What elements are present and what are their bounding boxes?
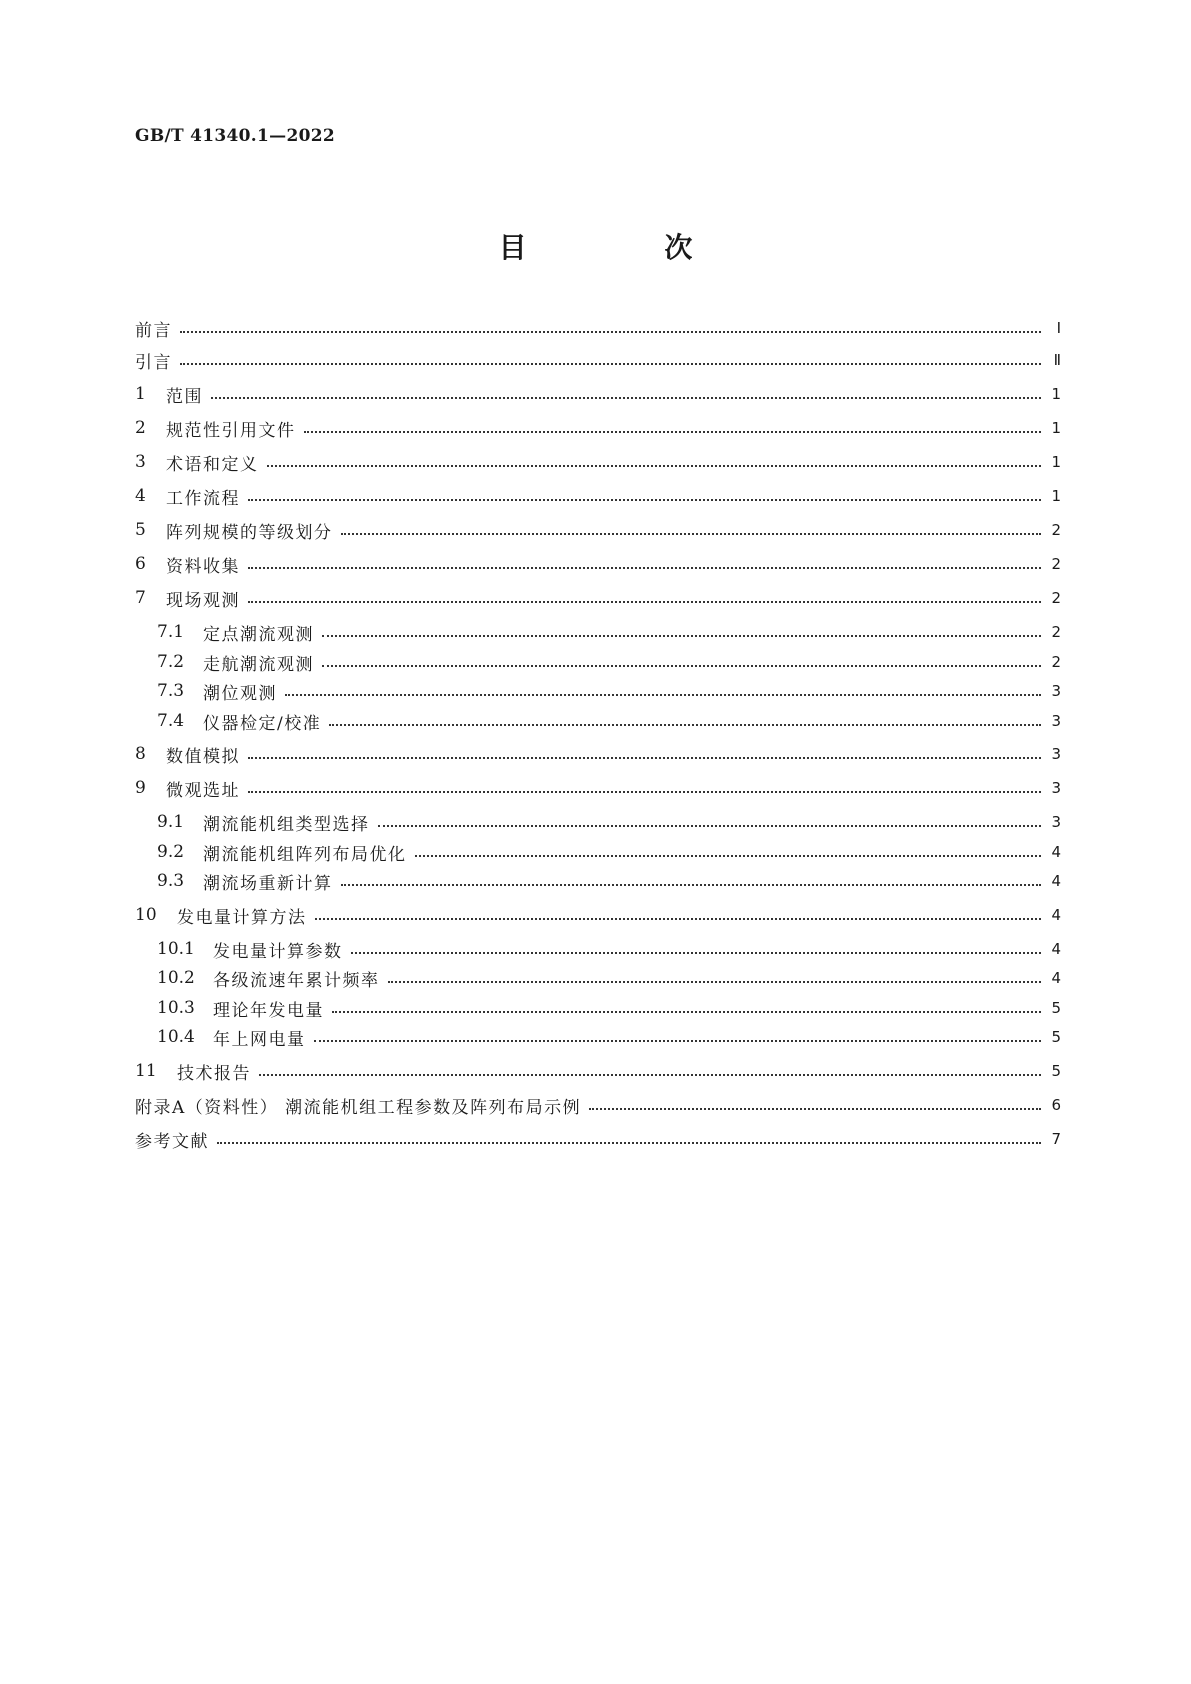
toc-entry-page: 3 bbox=[1051, 712, 1061, 730]
toc-entry-7-1[interactable] bbox=[157, 620, 1061, 644]
toc-entry-page: 1 bbox=[1051, 419, 1061, 437]
toc-entry-9-1[interactable] bbox=[157, 810, 1061, 834]
toc-entry-4[interactable] bbox=[135, 484, 1061, 508]
toc-entry-label: 微观选址 bbox=[166, 780, 240, 801]
toc-entry-label: 阵列规模的等级划分 bbox=[166, 522, 333, 543]
toc-entry-6[interactable] bbox=[135, 552, 1061, 576]
toc-entry-bibliography[interactable] bbox=[135, 1127, 1061, 1151]
toc-entry-annex-a[interactable] bbox=[135, 1093, 1061, 1117]
toc-entry-label: 发电量计算方法 bbox=[177, 907, 307, 928]
toc-entry-number: 7.3 bbox=[157, 681, 185, 701]
toc-entry-page: 5 bbox=[1051, 999, 1061, 1017]
toc-leader-dots bbox=[329, 724, 1041, 726]
toc-entry-page: 4 bbox=[1051, 940, 1061, 958]
toc-leader-dots bbox=[248, 791, 1041, 793]
toc-entry-1[interactable] bbox=[135, 382, 1061, 406]
toc-entry-7[interactable] bbox=[135, 586, 1061, 610]
toc-leader-dots bbox=[332, 1011, 1041, 1013]
toc-entry-page: 2 bbox=[1051, 589, 1061, 607]
toc-entry-label: 附录A（资料性） 潮流能机组工程参数及阵列布局示例 bbox=[135, 1097, 582, 1118]
toc-entry-label: 工作流程 bbox=[166, 488, 240, 509]
toc-leader-dots bbox=[415, 855, 1042, 857]
toc-entry-9[interactable] bbox=[135, 776, 1061, 800]
toc-entry-label: 前言 bbox=[135, 320, 172, 341]
toc-entry-page: 5 bbox=[1051, 1028, 1061, 1046]
toc-entry-label: 潮流能机组阵列布局优化 bbox=[203, 844, 407, 865]
toc-entry-9-2[interactable] bbox=[157, 840, 1061, 864]
toc-entry-page: 5 bbox=[1051, 1062, 1061, 1080]
toc-entry-label: 仪器检定/校准 bbox=[203, 713, 322, 734]
toc-entry-9-3[interactable] bbox=[157, 869, 1061, 893]
toc-entry-10-3[interactable] bbox=[157, 996, 1061, 1020]
toc-entry-label: 引言 bbox=[135, 352, 172, 373]
toc-entry-label: 规范性引用文件 bbox=[166, 420, 296, 441]
toc-entry-number: 10.3 bbox=[157, 998, 195, 1018]
toc-entry-label: 范围 bbox=[166, 386, 203, 407]
toc-leader-dots bbox=[322, 665, 1041, 667]
toc-entry-2[interactable] bbox=[135, 416, 1061, 440]
toc-leader-dots bbox=[304, 431, 1042, 433]
toc-entry-5[interactable] bbox=[135, 518, 1061, 542]
toc-entry-10[interactable] bbox=[135, 903, 1061, 927]
toc-entry-introduction[interactable] bbox=[135, 348, 1061, 372]
toc-entry-7-3[interactable] bbox=[157, 679, 1061, 703]
toc-entry-label: 年上网电量 bbox=[213, 1029, 306, 1050]
toc-entry-3[interactable] bbox=[135, 450, 1061, 474]
toc-entry-8[interactable] bbox=[135, 742, 1061, 766]
toc-leader-dots bbox=[341, 533, 1042, 535]
toc-entry-page: 3 bbox=[1051, 779, 1061, 797]
toc-leader-dots bbox=[180, 363, 1041, 365]
toc-entry-label: 资料收集 bbox=[166, 556, 240, 577]
toc-entry-page: 1 bbox=[1051, 385, 1061, 403]
toc-entry-label: 发电量计算参数 bbox=[213, 941, 343, 962]
standard-code: GB/T 41340.1—2022 bbox=[135, 126, 335, 146]
toc-entry-number: 7 bbox=[135, 588, 146, 608]
toc-entry-label: 定点潮流观测 bbox=[203, 624, 314, 645]
toc-entry-page: 6 bbox=[1051, 1096, 1061, 1114]
toc-title: 目 次 bbox=[498, 231, 757, 264]
toc-entry-label: 潮流能机组类型选择 bbox=[203, 814, 370, 835]
toc-entry-number: 5 bbox=[135, 520, 146, 540]
toc-entry-label: 术语和定义 bbox=[166, 454, 259, 475]
toc-entry-label: 数值模拟 bbox=[166, 746, 240, 767]
toc-leader-dots bbox=[248, 499, 1041, 501]
toc-entry-number: 9 bbox=[135, 778, 146, 798]
toc-entry-page: Ⅱ bbox=[1053, 351, 1061, 369]
toc-entry-number: 11 bbox=[135, 1061, 157, 1081]
toc-leader-dots bbox=[351, 952, 1042, 954]
toc-entry-10-1[interactable] bbox=[157, 937, 1061, 961]
toc-leader-dots bbox=[211, 397, 1041, 399]
toc-leader-dots bbox=[248, 567, 1041, 569]
toc-entry-number: 10.4 bbox=[157, 1027, 195, 1047]
toc-entry-number: 7.4 bbox=[157, 711, 185, 731]
toc-leader-dots bbox=[267, 465, 1042, 467]
toc-entry-page: Ⅰ bbox=[1056, 319, 1061, 337]
toc-entry-number: 9.3 bbox=[157, 871, 185, 891]
toc-entry-number: 10.1 bbox=[157, 939, 195, 959]
toc-leader-dots bbox=[248, 601, 1041, 603]
toc-entry-label: 各级流速年累计频率 bbox=[213, 970, 380, 991]
toc-entry-number: 6 bbox=[135, 554, 146, 574]
toc-leader-dots bbox=[180, 331, 1041, 333]
toc-entry-number: 10 bbox=[135, 905, 157, 925]
toc-entry-10-4[interactable] bbox=[157, 1025, 1061, 1049]
toc-entry-10-2[interactable] bbox=[157, 966, 1061, 990]
toc-entry-page: 4 bbox=[1051, 969, 1061, 987]
toc-leader-dots bbox=[315, 918, 1042, 920]
toc-entry-preface[interactable] bbox=[135, 316, 1061, 340]
toc-entry-number: 7.1 bbox=[157, 622, 185, 642]
toc-entry-label: 理论年发电量 bbox=[213, 1000, 324, 1021]
toc-entry-page: 1 bbox=[1051, 453, 1061, 471]
toc-entry-label: 现场观测 bbox=[166, 590, 240, 611]
toc-entry-page: 3 bbox=[1051, 682, 1061, 700]
toc-entry-7-4[interactable] bbox=[157, 709, 1061, 733]
toc-entry-11[interactable] bbox=[135, 1059, 1061, 1083]
toc-entry-number: 10.2 bbox=[157, 968, 195, 988]
toc-entry-label: 技术报告 bbox=[177, 1063, 251, 1084]
toc-entry-page: 4 bbox=[1051, 906, 1061, 924]
toc-entry-label: 潮流场重新计算 bbox=[203, 873, 333, 894]
toc-entry-number: 1 bbox=[135, 384, 146, 404]
toc-entry-number: 2 bbox=[135, 418, 146, 438]
toc-entry-label: 走航潮流观测 bbox=[203, 654, 314, 675]
toc-entry-number: 9.1 bbox=[157, 812, 185, 832]
toc-leader-dots bbox=[259, 1074, 1041, 1076]
toc-entry-page: 4 bbox=[1051, 872, 1061, 890]
toc-leader-dots bbox=[388, 981, 1042, 983]
toc-entry-number: 9.2 bbox=[157, 842, 185, 862]
toc-entry-page: 4 bbox=[1051, 843, 1061, 861]
toc-leader-dots bbox=[285, 694, 1041, 696]
toc-entry-number: 7.2 bbox=[157, 652, 185, 672]
toc-entry-7-2[interactable] bbox=[157, 650, 1061, 674]
toc-entry-label: 参考文献 bbox=[135, 1131, 209, 1152]
toc-leader-dots bbox=[378, 825, 1042, 827]
toc-entry-page: 1 bbox=[1051, 487, 1061, 505]
toc-entry-number: 4 bbox=[135, 486, 146, 506]
toc-entry-page: 7 bbox=[1051, 1130, 1061, 1148]
toc-leader-dots bbox=[322, 635, 1041, 637]
toc-entry-page: 2 bbox=[1051, 653, 1061, 671]
toc-entry-page: 2 bbox=[1051, 555, 1061, 573]
toc-leader-dots bbox=[217, 1142, 1041, 1144]
toc-entry-number: 3 bbox=[135, 452, 146, 472]
toc-entry-page: 3 bbox=[1051, 745, 1061, 763]
toc-leader-dots bbox=[314, 1040, 1042, 1042]
toc-entry-page: 2 bbox=[1051, 521, 1061, 539]
toc-entry-label: 潮位观测 bbox=[203, 683, 277, 704]
toc-entry-page: 3 bbox=[1051, 813, 1061, 831]
toc-leader-dots bbox=[589, 1108, 1041, 1110]
toc-entry-number: 8 bbox=[135, 744, 146, 764]
toc-leader-dots bbox=[341, 884, 1042, 886]
toc-leader-dots bbox=[248, 757, 1041, 759]
toc-entry-page: 2 bbox=[1051, 623, 1061, 641]
